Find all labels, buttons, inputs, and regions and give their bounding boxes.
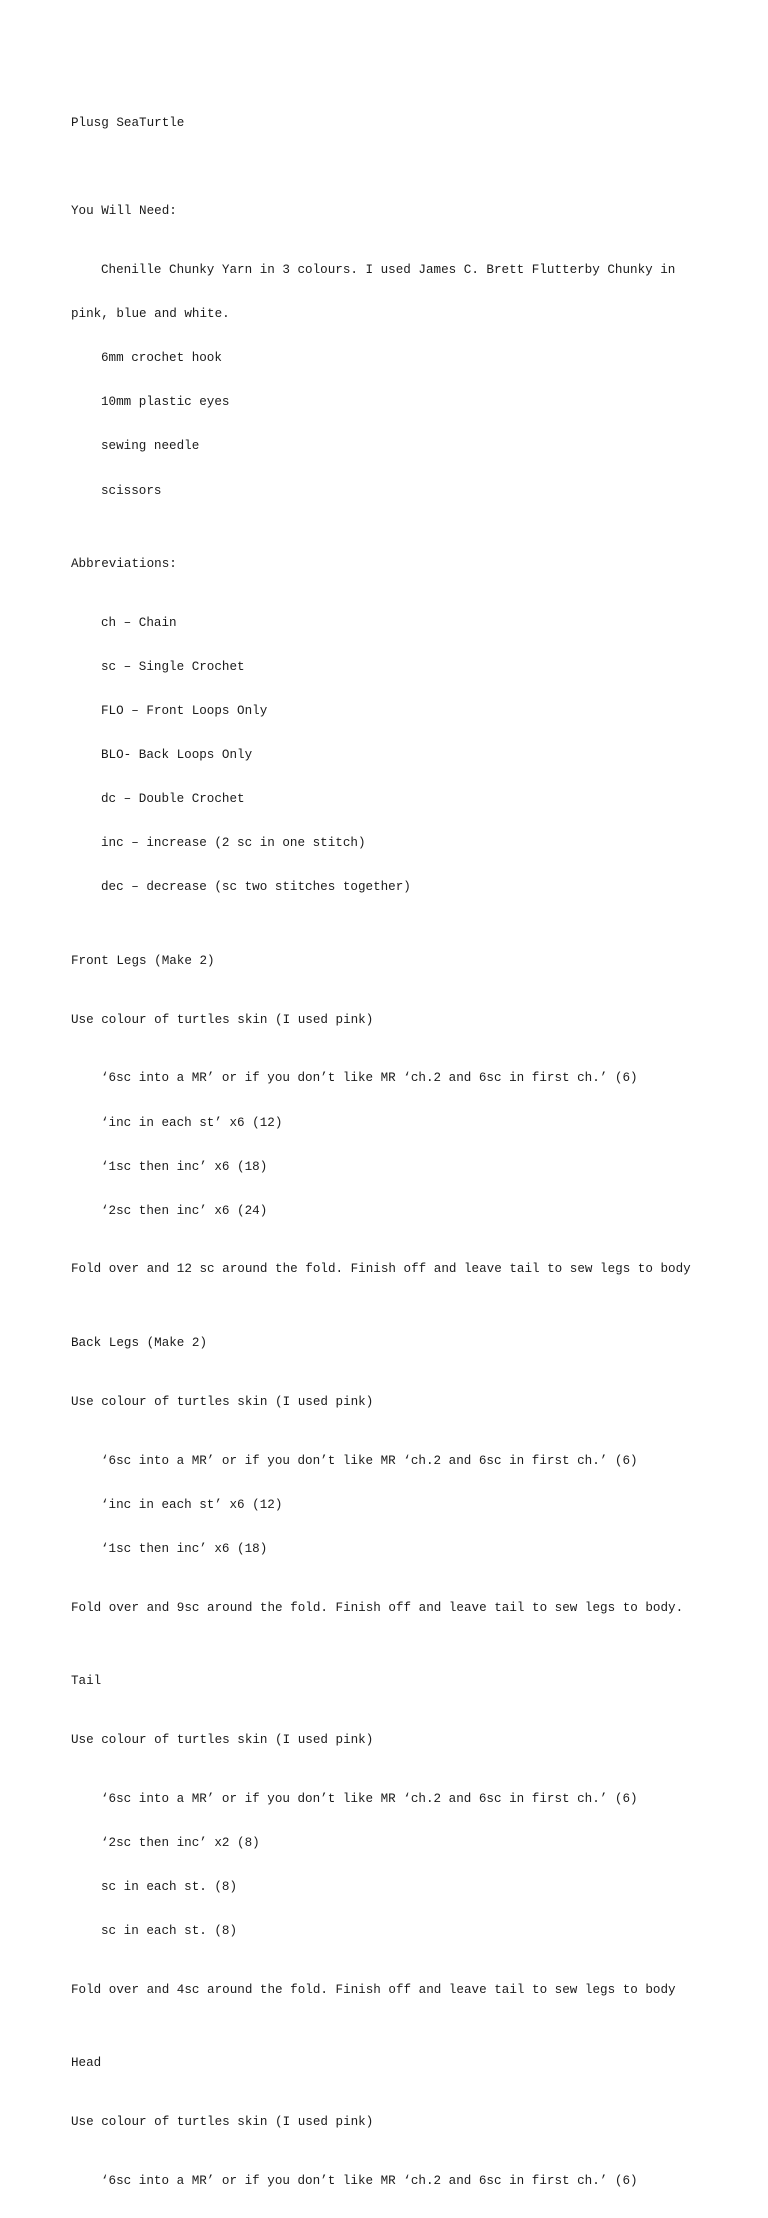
abbreviations-heading: Abbreviations: — [71, 557, 177, 572]
pattern-row: ‘2sc then inc’ x2 (8) — [101, 1835, 260, 1850]
pattern-row: ‘2sc then inc’ x6 (24) — [101, 1203, 268, 1218]
pattern-row: ‘1sc then inc’ x6 (18) — [101, 1541, 268, 1556]
pattern-row: ‘6sc into a MR’ or if you don’t like MR ‘ch.2 and 6sc in first ch.’ (6) — [101, 2173, 638, 2188]
pattern-row: ‘6sc into a MR’ or if you don’t like MR ‘ch.2 and 6sc in first ch.’ (6) — [101, 1071, 638, 1086]
abbreviation-item: inc – increase (2 sc in one stitch) — [101, 836, 366, 851]
back-legs-heading: Back Legs (Make 2) — [71, 1335, 208, 1350]
front-legs-heading: Front Legs (Make 2) — [71, 953, 215, 968]
tail-heading: Tail — [71, 1673, 102, 1688]
yarn-text-line-2: pink, blue and white. — [71, 307, 230, 322]
you-will-need-heading: You Will Need: — [71, 204, 177, 219]
head-heading: Head — [71, 2056, 102, 2071]
pattern-row: ‘inc in each st’ x6 (12) — [101, 1497, 283, 1512]
document-page — [71, 72, 751, 2218]
supply-item: 6mm crochet hook — [101, 351, 222, 366]
document-title: Plusg SeaTurtle — [71, 116, 185, 131]
abbreviation-item: sc – Single Crochet — [101, 659, 245, 674]
abbreviation-item: BLO- Back Loops Only — [101, 748, 253, 763]
yarn-text-line-1: Chenille Chunky Yarn in 3 colours. I used James C. Brett Flutterby Chunky in — [101, 263, 676, 278]
pattern-row: ‘6sc into a MR’ or if you don’t like MR ‘ch.2 and 6sc in first ch.’ (6) — [101, 1791, 638, 1806]
pattern-row: ‘6sc into a MR’ or if you don’t like MR ‘ch.2 and 6sc in first ch.’ (6) — [101, 1453, 638, 1468]
pattern-row: sc in each st. (8) — [101, 1879, 238, 1894]
supply-item: scissors — [101, 483, 162, 498]
pattern-row: ‘1sc then inc’ x6 (18) — [101, 1159, 268, 1174]
tail-colour: Use colour of turtles skin (I used pink) — [71, 1732, 374, 1747]
front-legs-finish: Fold over and 12 sc around the fold. Finish off and leave tail to sew legs to body — [71, 1262, 691, 1277]
pattern-row: ‘inc in each st’ x6 (12) — [101, 1115, 283, 1130]
front-legs-colour: Use colour of turtles skin (I used pink) — [71, 1012, 374, 1027]
back-legs-colour: Use colour of turtles skin (I used pink) — [71, 1394, 374, 1409]
supply-item: sewing needle — [101, 439, 200, 454]
abbreviation-item: ch – Chain — [101, 615, 177, 630]
back-legs-finish: Fold over and 9sc around the fold. Finish off and leave tail to sew legs to body. — [71, 1600, 684, 1615]
pattern-row: sc in each st. (8) — [101, 1923, 238, 1938]
supply-item: 10mm plastic eyes — [101, 395, 230, 410]
head-colour: Use colour of turtles skin (I used pink) — [71, 2114, 374, 2129]
abbreviation-item: dc – Double Crochet — [101, 792, 245, 807]
abbreviation-item: dec – decrease (sc two stitches together) — [101, 880, 411, 895]
abbreviation-item: FLO – Front Loops Only — [101, 704, 268, 718]
tail-finish: Fold over and 4sc around the fold. Finish off and leave tail to sew legs to body — [71, 1982, 676, 1997]
